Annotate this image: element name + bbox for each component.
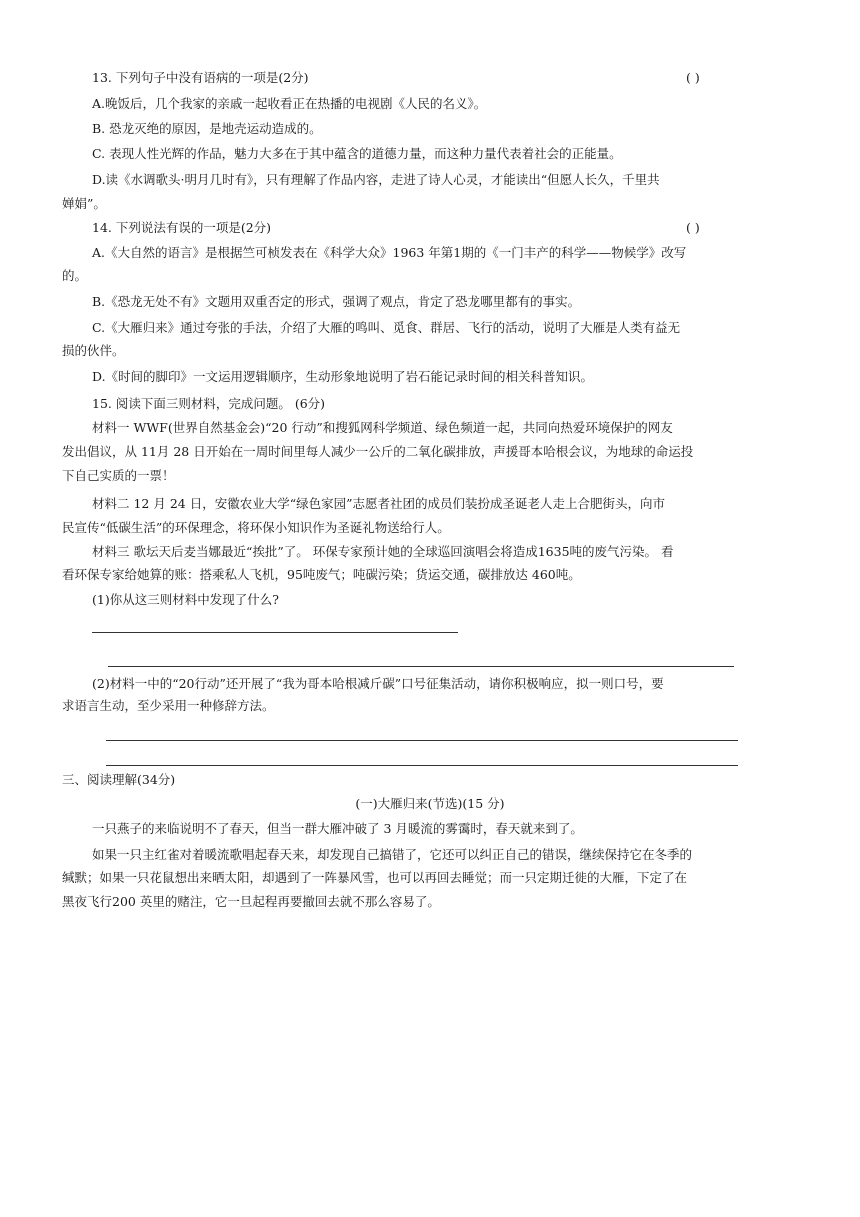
q13-option-c: C. 表现人性光辉的作品，魅力大多在于其中蕴含的道德力量，而这种力量代表着社会的正能量。 bbox=[92, 146, 622, 161]
q15-material-1-line1: 材料一 WWF(世界自然基金会)“20 行动”和搜狐网科学频道、绿色频道一起，共同向热爱环境保护的网友 bbox=[92, 420, 673, 435]
answer-line-2a[interactable] bbox=[106, 740, 738, 741]
q13-option-d-line2: 婵娟”。 bbox=[62, 196, 106, 211]
q15-stem: 15. 阅读下面三则材料，完成问题。 (6分) bbox=[92, 396, 326, 411]
q14-option-a-line1: A.《大自然的语言》是根据竺可桢发表在《科学大众》1963 年第1期的《一门丰产的科学——物候学》改写 bbox=[92, 245, 687, 260]
q14-option-a-line2: 的。 bbox=[62, 268, 88, 283]
q13-option-b: B. 恐龙灭绝的原因，是地壳运动造成的。 bbox=[92, 121, 322, 136]
passage-paragraph-1: 一只燕子的来临说明不了春天，但当一群大雁冲破了 3 月暖流的雾霭时，春天就来到了。 bbox=[92, 821, 583, 836]
q14-stem: 14. 下列说法有误的一项是(2分) bbox=[92, 220, 272, 235]
q15-material-3-line1: 材料三 歌坛天后麦当娜最近“挨批”了。 环保专家预计她的全球巡回演唱会将造成1635吨的废气污染。 看 bbox=[92, 544, 674, 559]
passage-paragraph-2-line3: 黑夜飞行200 英里的赌注，它一旦起程再要撤回去就不那么容易了。 bbox=[62, 894, 440, 909]
passage-paragraph-2-line2: 缄默；如果一只花鼠想出来晒太阳，却遇到了一阵暴风雪，也可以再回去睡觉；而一只定期迁徙的大雁，下定了在 bbox=[62, 870, 688, 885]
q13-stem: 13. 下列句子中没有语病的一项是(2分) bbox=[92, 70, 309, 85]
answer-line-1b[interactable] bbox=[108, 666, 734, 667]
q15-material-2-line1: 材料二 12 月 24 日，安徽农业大学“绿色家园”志愿者社团的成员们装扮成圣诞老人走上合肥街头，向市 bbox=[92, 496, 665, 511]
passage-paragraph-2-line1: 如果一只主红雀对着暖流歌唱起春天来，却发现自己搞错了，它还可以纠正自己的错误，继续保持它在冬季的 bbox=[92, 847, 693, 862]
answer-line-1a[interactable] bbox=[92, 632, 458, 633]
q15-material-1-line2: 发出倡议，从 11月 28 日开始在一周时间里每人减少一公斤的二氧化碳排放，声援哥本哈根会议，为地球的命运投 bbox=[62, 444, 694, 459]
q14-answer-parentheses: ( ) bbox=[686, 220, 700, 235]
q15-material-2-line2: 民宣传“低碳生活”的环保理念，将环保小知识作为圣诞礼物送给行人。 bbox=[62, 520, 450, 535]
q15-material-1-line3: 下自己实质的一票！ bbox=[62, 468, 175, 483]
q14-option-c-line2: 损的伙伴。 bbox=[62, 343, 125, 358]
q13-option-a: A.晚饭后，几个我家的亲戚一起收看正在热播的电视剧《人民的名义》。 bbox=[92, 96, 487, 111]
q15-material-3-line2: 看环保专家给她算的账：搭乘私人飞机，95吨废气；吨碳污染；货运交通，碳排放达 460吨。 bbox=[62, 567, 581, 582]
q14-option-c-line1: C.《大雁归来》通过夸张的手法，介绍了大雁的鸣叫、觅食、群居、飞行的活动，说明了大雁是人类有益无 bbox=[92, 320, 681, 335]
q14-option-d: D.《时间的脚印》一文运用逻辑顺序，生动形象地说明了岩石能记录时间的相关科普知识。 bbox=[92, 369, 594, 384]
answer-line-2b[interactable] bbox=[106, 765, 738, 766]
q13-answer-parentheses: ( ) bbox=[686, 70, 700, 85]
passage-title: (一)大雁归来(节选)(15 分) bbox=[355, 796, 505, 811]
q15-subquestion-2-line1: (2)材料一中的“20行动”还开展了“我为哥本哈根减斤碳”口号征集活动，请你积极响应，拟一则口号，要 bbox=[92, 676, 664, 691]
q13-option-d-line1: D.读《水调歌头·明月几时有》，只有理解了作品内容，走进了诗人心灵，才能读出“但愿人长久，千里共 bbox=[92, 172, 660, 187]
q15-subquestion-1: (1)你从这三则材料中发现了什么? bbox=[92, 592, 279, 607]
q14-option-b: B.《恐龙无处不有》文题用双重否定的形式，强调了观点，肯定了恐龙哪里都有的事实。 bbox=[92, 294, 581, 309]
q15-subquestion-2-line2: 求语言生动，至少采用一种修辞方法。 bbox=[62, 698, 275, 713]
section-heading: 三、阅读理解(34分) bbox=[62, 772, 176, 787]
